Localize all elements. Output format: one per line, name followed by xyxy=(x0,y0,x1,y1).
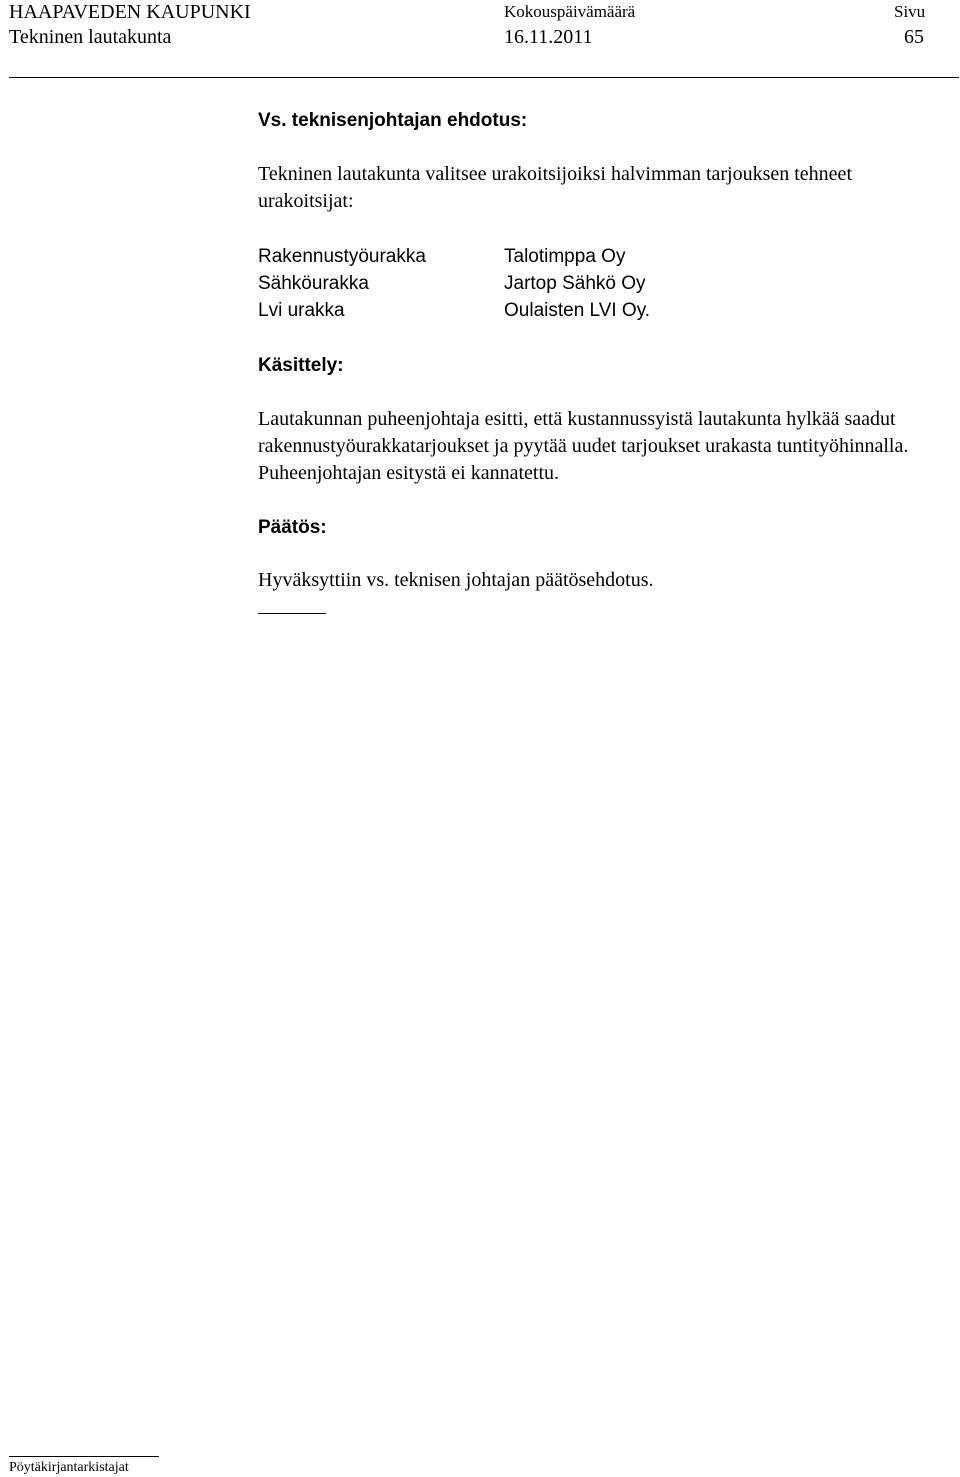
decision-heading: Päätös: xyxy=(258,517,327,538)
contractor-name: Oulaisten LVI Oy. xyxy=(504,300,651,321)
end-marker-line xyxy=(258,613,326,614)
page-label: Sivu xyxy=(894,2,926,21)
decision-text: Hyväksyttiin vs. teknisen johtajan päätösehdotus. xyxy=(258,569,654,591)
proposal-heading: Vs. teknisenjohtajan ehdotus: xyxy=(258,110,528,131)
minutes-reviewers-label: Pöytäkirjantarkistajat xyxy=(9,1460,129,1475)
meeting-date: 16.11.2011 xyxy=(504,26,593,48)
board-name: Tekninen lautakunta xyxy=(9,26,172,48)
proposal-text: Tekninen lautakunta valitsee urakoitsijoiksi halvimman tarjouksen tehneet urakoitsijat: xyxy=(258,163,852,212)
header-divider xyxy=(9,77,959,78)
signature-line xyxy=(9,1456,159,1457)
organization-name: HAAPAVEDEN KAUPUNKI xyxy=(9,1,251,23)
handling-heading: Käsittely: xyxy=(258,355,344,376)
contract-name: Lvi urakka xyxy=(258,300,345,321)
contractor-name: Jartop Sähkö Oy xyxy=(504,273,646,294)
contract-name: Sähköurakka xyxy=(258,273,369,294)
contractor-name: Talotimppa Oy xyxy=(504,246,626,267)
handling-text: Lautakunnan puheenjohtaja esitti, että kustannussyistä lautakunta hylkää saadut rakennustyöurakkatarjoukset ja pyytää uudet tarjoukset urakasta tuntityöhinnalla. Puheenjohtajan esitystä ei kannatettu. xyxy=(258,408,909,484)
meeting-date-label: Kokouspäivämäärä xyxy=(504,2,636,21)
contract-name: Rakennustyöurakka xyxy=(258,246,426,267)
page-number: 65 xyxy=(904,26,924,48)
